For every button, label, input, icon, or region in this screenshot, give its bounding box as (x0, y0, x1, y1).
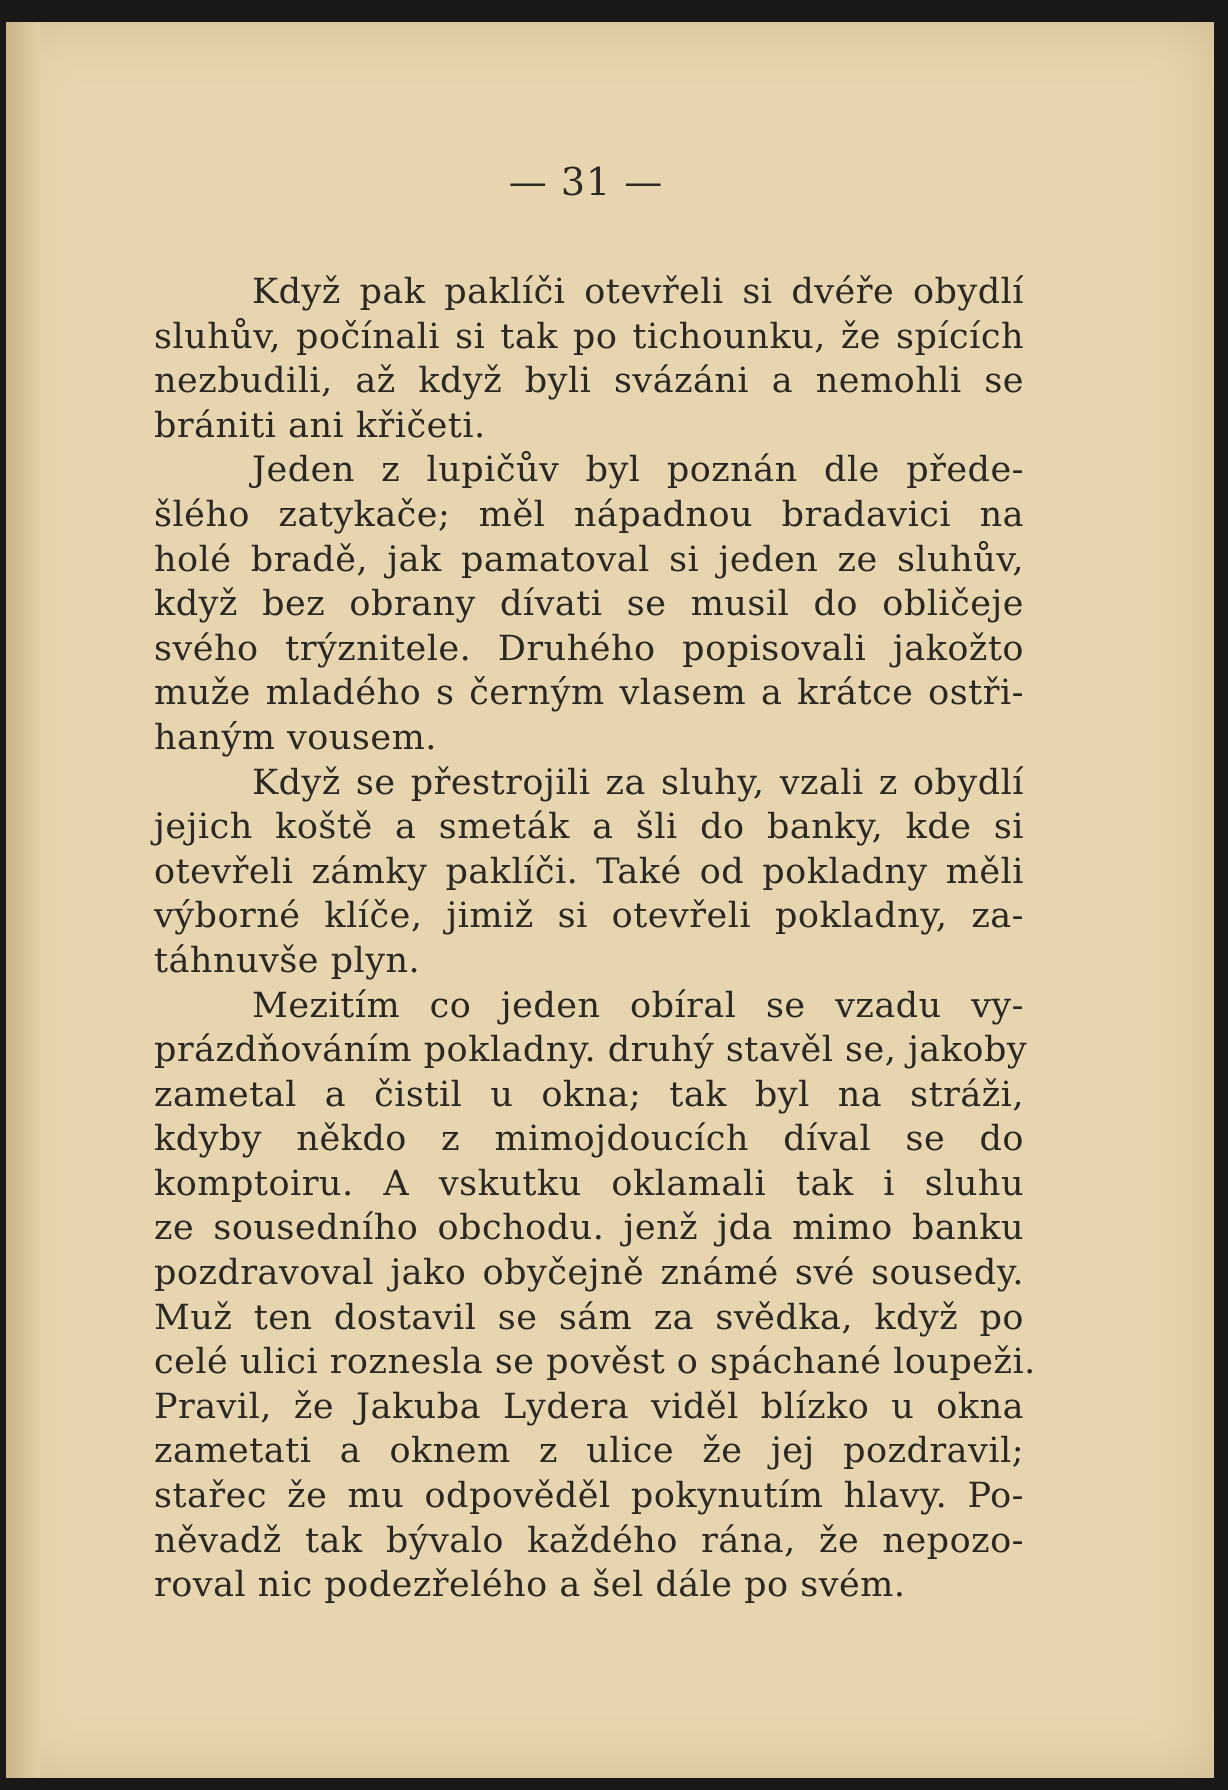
text-line: holé bradě, jak pamatoval si jeden ze sluhův, (154, 539, 1024, 580)
text-line: Když se přestrojili za sluhy, vzali z obydlí (252, 762, 1024, 803)
text-line: stařec že mu odpověděl pokynutím hlavy. Po- (154, 1476, 1024, 1517)
text-line: prázdňováním pokladny. druhý stavěl se, jakoby (154, 1030, 1028, 1071)
text-line: ze sousedního obchodu. jenž jda mimo banku (154, 1208, 1024, 1249)
text-line: šlého zatykače; měl nápadnou bradavici na (154, 494, 1024, 535)
paragraph-3 (154, 761, 1024, 984)
text-line: Jeden z lupičův byl poznán dle přede- (252, 450, 1024, 491)
text-line: roval nic podezřelého a šel dále po svém. (154, 1565, 906, 1606)
text-line: otevřeli zámky paklíči. Také od pokladny měli (154, 851, 1024, 892)
text-line: nezbudili, až když byli svázáni a nemohli se (154, 361, 1024, 402)
page-number: — 31 — (508, 160, 664, 204)
paragraph-4 (154, 984, 1036, 1608)
text-line: Muž ten dostavil se sám za svědka, když po (154, 1297, 1024, 1338)
text-line: Mezitím co jeden obíral se vzadu vy- (252, 985, 1024, 1026)
paragraph-2 (154, 448, 1024, 760)
text-line: celé ulici roznesla se pověst o spáchané loupeži. (154, 1342, 1036, 1383)
text-line: kdyby někdo z mimojdoucích díval se do (154, 1119, 1024, 1160)
text-line: něvadž tak bývalo každého rána, že nepozo- (154, 1520, 1024, 1561)
text-line: brániti ani křičeti. (154, 405, 486, 446)
text-line: táhnuvše plyn. (154, 940, 421, 981)
text-line: svého trýznitele. Druhého popisovali jakožto (154, 628, 1024, 669)
text-line: sluhův, počínali si tak po tichounku, že spících (154, 316, 1024, 357)
text-line: pozdravoval jako obyčejně známé své sousedy. (154, 1253, 1024, 1294)
text-line: zametal a čistil u okna; tak byl na stráži, (154, 1074, 1024, 1115)
body-text (154, 270, 1036, 1608)
book-page (6, 22, 1214, 1778)
text-line: muže mladého s černým vlasem a krátce ostři- (154, 673, 1024, 714)
text-line: Pravil, že Jakuba Lydera viděl blízko u okna (154, 1386, 1024, 1427)
text-line: jejich koště a smeták a šli do banky, kde si (154, 807, 1024, 848)
text-line: když bez obrany dívati se musil do obličeje (154, 584, 1024, 625)
text-line: komptoiru. A vskutku oklamali tak i sluhu (154, 1163, 1024, 1204)
text-line: Když pak paklíči otevřeli si dvéře obydlí (252, 272, 1024, 312)
page-spine-shadow (6, 22, 40, 1778)
text-line: haným vousem. (154, 717, 437, 758)
paragraph-1 (154, 270, 1024, 448)
text-line: výborné klíče, jimiž si otevřeli pokladny, za- (154, 896, 1024, 937)
text-line: zametati a oknem z ulice že jej pozdravil; (154, 1431, 1024, 1472)
